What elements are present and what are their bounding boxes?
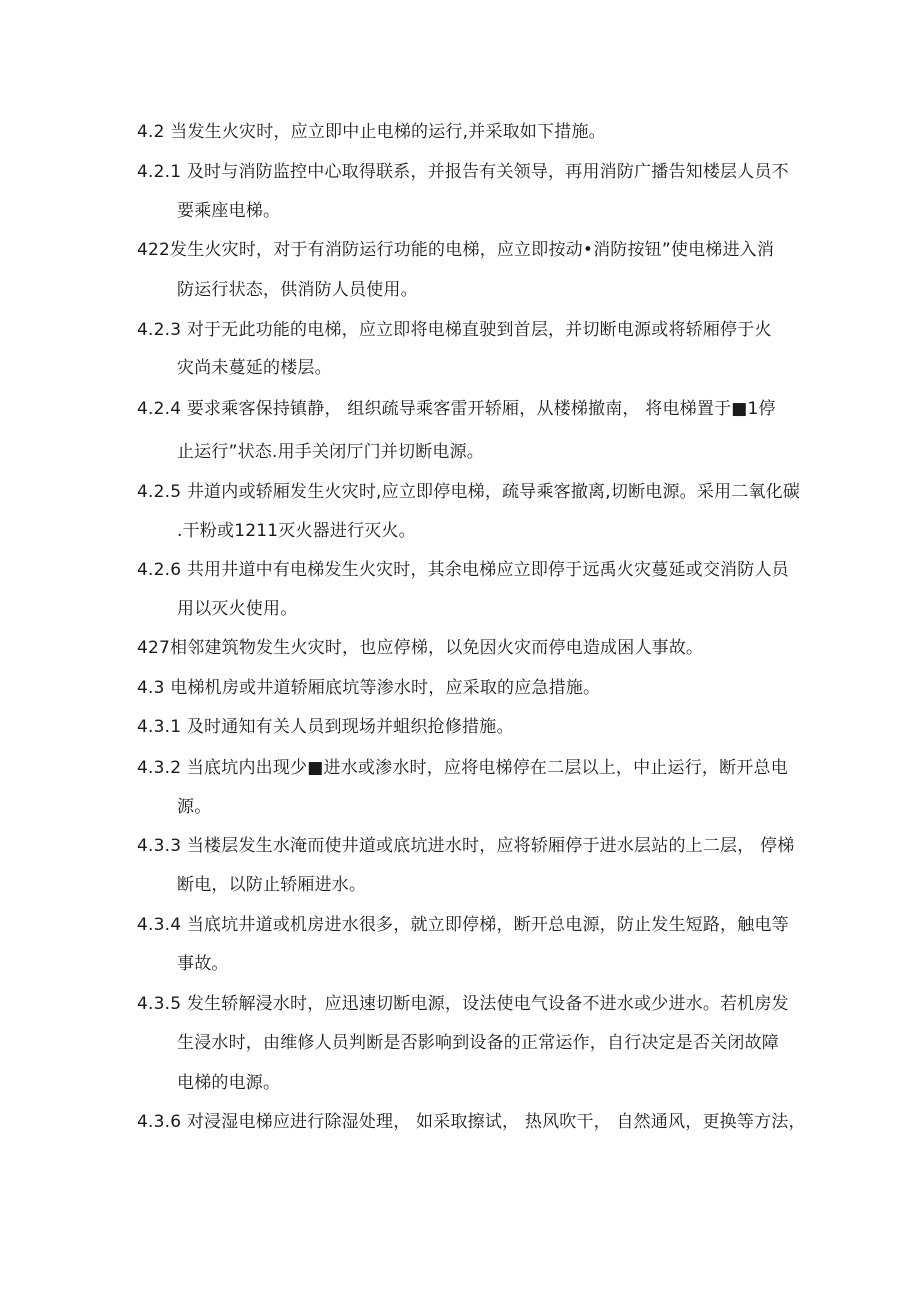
clause-4-2-1-line-1: 4.2.1 及时与消防监控中心取得联系，并报告有关领导，再用消防广播告知楼层人员不	[137, 162, 789, 182]
clause-4-3-4-line-2: 事故。	[177, 954, 229, 974]
clause-4-3-5-line-1: 4.3.5 发生轿解浸水时，应迅速切断电源，设法使电气设备不进水或少进水。若机房发	[137, 994, 789, 1014]
clause-4-2-3-line-2: 灾尚未蔓延的楼层。	[177, 358, 332, 378]
clause-4-2-4-line-1: 4.2.4 要求乘客保持镇静， 组织疏导乘客雷开轿厢，从楼梯撤南， 将电梯置于■1停	[137, 399, 776, 419]
clause-4-3-2-line-1: 4.3.2 当底坑内出现少■进水或渗水时，应将电梯停在二层以上，中止运行，断开总电	[137, 758, 788, 778]
clause-4-2-1-line-2: 要乘座电梯。	[177, 201, 281, 221]
clause-4-2-2-line-1: 422发生火灾时，对于有消防运行功能的电梯，应立即按动•消防按钮”使电梯进入消	[137, 240, 775, 260]
clause-4-3-3-line-2: 断电，以防止轿厢进水。	[177, 875, 367, 895]
clause-4-3-5-line-3: 电梯的电源。	[177, 1073, 281, 1093]
clause-4-2-6-line-1: 4.2.6 共用井道中有电梯发生火灾时，其余电梯应立即停于远禹火灾蔓延或交消防人员	[137, 560, 789, 580]
section-4-3-heading: 4.3 电梯机房或井道轿厢底坑等渗水时，应采取的应急措施。	[137, 678, 601, 698]
section-4-2-heading: 4.2 当发生火灾时，应立即中止电梯的运行,并采取如下措施。	[137, 122, 606, 142]
clause-4-2-3-line-1: 4.2.3 对于无此功能的电梯，应立即将电梯直驶到首层，并切断电源或将轿厢停于火	[137, 320, 772, 340]
clause-4-3-3-line-1: 4.3.3 当楼层发生水淹而使井道或底坑进水时，应将轿厢停于进水层站的上二层， 停梯	[137, 836, 795, 856]
clause-4-3-1: 4.3.1 及时通知有关人员到现场并蛆织抢修措施。	[137, 717, 514, 737]
clause-4-2-7: 427相邻建筑物发生火灾时，也应停梯，以免因火灾而停电造成困人事故。	[137, 638, 704, 658]
clause-4-3-5-line-2: 生浸水时，由维修人员判断是否影响到设备的正常运作，自行决定是否关闭故障	[177, 1033, 779, 1053]
clause-4-2-6-line-2: 用以灭火使用。	[177, 599, 298, 619]
clause-4-3-4-line-1: 4.3.4 当底坑井道或机房进水很多，就立即停梯，断开总电源，防止发生短路，触电等	[137, 915, 789, 935]
clause-4-2-5-line-2: .干粉或1211灭火器进行灭火。	[177, 521, 416, 541]
clause-4-2-2-line-2: 防运行状态，供消防人员使用。	[177, 280, 418, 300]
clause-4-3-6-line-1: 4.3.6 对浸湿电梯应进行除湿处理， 如采取擦试， 热风吹干， 自然通风，更换等方法，	[137, 1112, 806, 1132]
clause-4-2-5-line-1: 4.2.5 井道内或轿厢发生火灾时,应立即停电梯，疏导乘客撤离,切断电源。采用二氧化碳	[137, 482, 801, 502]
clause-4-3-2-line-2: 源。	[177, 797, 212, 817]
clause-4-2-4-line-2: 止运行”状态.用手关闭厅门并切断电源。	[177, 442, 485, 462]
